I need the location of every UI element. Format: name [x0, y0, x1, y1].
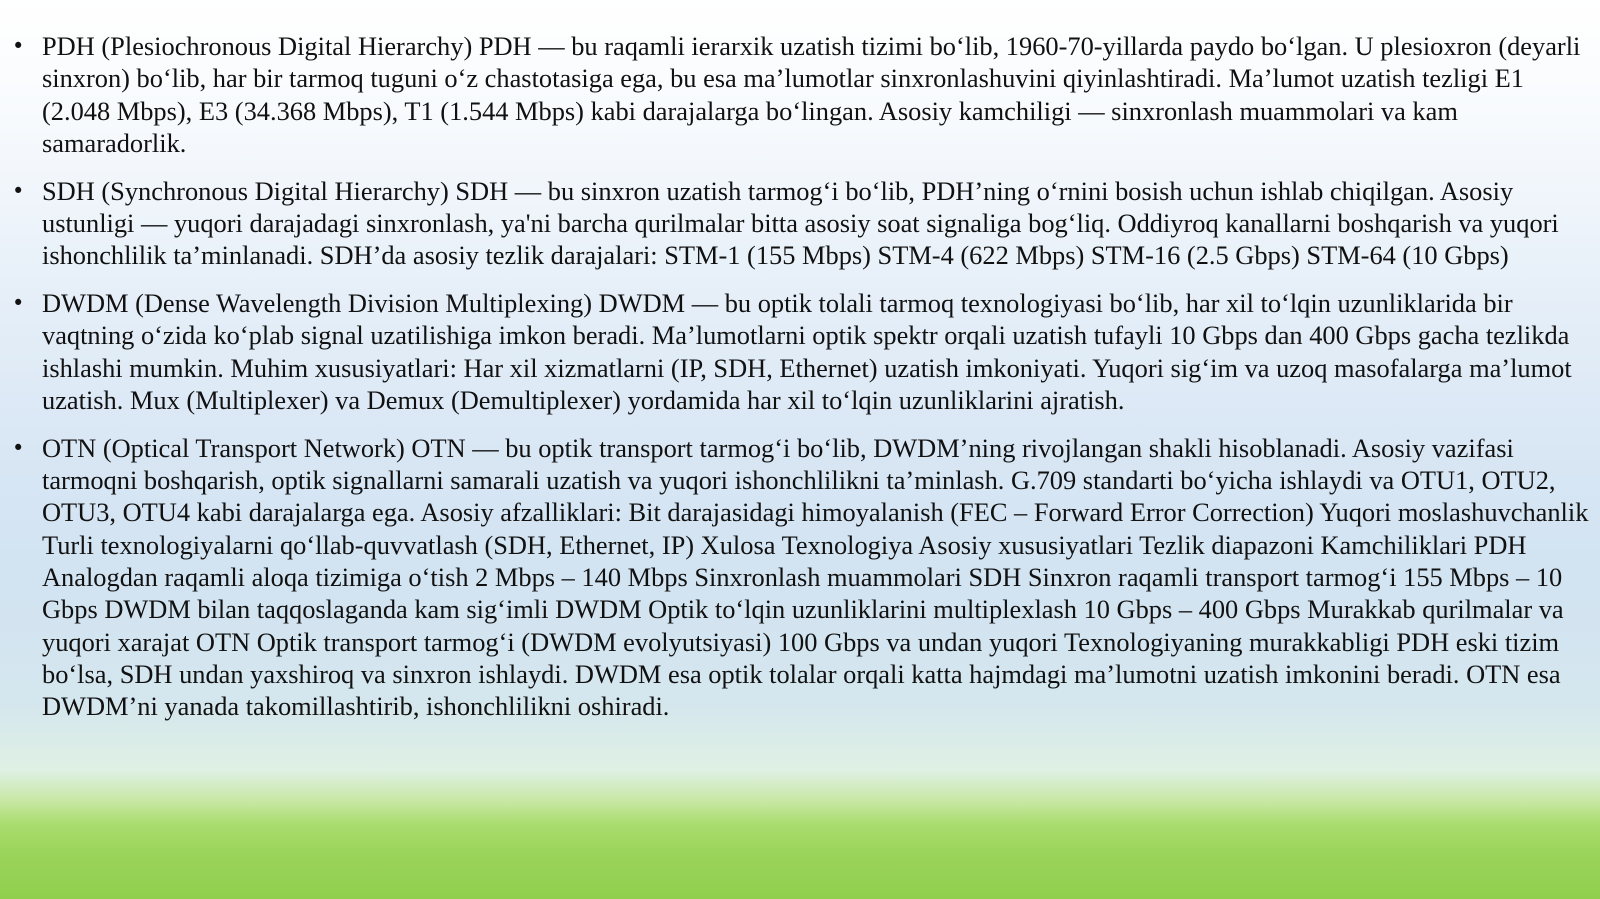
bullet-icon: •: [12, 435, 25, 460]
bullet-icon: •: [12, 34, 25, 58]
bullet-text-sdh: SDH (Synchronous Digital Hierarchy) SDH — bu sinxron uzatish tarmog‘i bo‘lib, PDH’ning o‘rnini bosish uchun ishlab chiqilgan. Asosiy ustunligi — yuqori darajadagi sinxronlash, ya'ni barcha qurilmalar bitta asosiy soat signaliga bog‘liq. Oddiyroq kanallarni boshqarish va yuqori ishonchlilik ta’minlanadi. SDH’da asosiy tezlik darajalari: STM-1 (155 Mbps) STM-4 (622 Mbps) STM-16 (2.5 Gbps) STM-64 (10 Gbps): [42, 175, 1559, 271]
bullet-item-pdh: [12, 30, 1592, 159]
bullet-item-otn: [12, 432, 1592, 723]
bullet-icon: •: [12, 291, 25, 316]
bullet-text-otn: OTN (Optical Transport Network) OTN — bu optik transport tarmog‘i bo‘lib, DWDM’ning rivojlangan shakli hisoblanadi. Asosiy vazifasi tarmoqni boshqarish, optik signallarni samarali uzatish va yuqori ishonchlilikni ta’minlash. G.709 standarti bo‘yicha ishlaydi va OTU1, OTU2, OTU3, OTU4 kabi darajalarga ega. Asosiy afzalliklari: Bit darajasidagi himoyalanish (FEC – Forward Error Correction) Yuqori moslashuvchanlik Turli texnologiyalarni qo‘llab-quvvatlash (SDH, Ethernet, IP) Xulosa Texnologiya Asosiy xususiyatlari Tezlik diapazoni Kamchiliklari PDH Analogdan raqamli aloqa tizimiga o‘tish 2 Mbps – 140 Mbps Sinxronlash muammolari SDH Sinxron raqamli transport tarmog‘i 155 Mbps – 10 Gbps DWDM bilan taqqoslaganda kam sig‘imli DWDM Optik to‘lqin uzunliklarini multiplexlash 10 Gbps – 400 Gbps Murakkab qurilmalar va yuqori xarajat OTN Optik transport tarmog‘i (DWDM evolyutsiyasi) 100 Gbps va undan yuqori Texnologiyaning murakkabligi PDH eski tizim bo‘lsa, SDH undan yaxshiroq va sinxron ishlaydi. DWDM esa optik tolalar orqali katta hajmdagi ma’lumotni uzatish imkonini beradi. OTN esa DWDM’ni yanada takomillashtirib, ishonchlilikni oshiradi.: [42, 432, 1589, 722]
bullet-text-pdh: PDH (Plesiochronous Digital Hierarchy) PDH — bu raqamli ierarxik uzatish tizimi bo‘lib, 1960-70-yillarda paydo bo‘lgan. U plesioxron (deyarli sinxron) bo‘lib, har bir tarmoq tuguni o‘z chastotasiga ega, bu esa ma’lumotlar sinxronlashuvini qiyinlashtiradi. Ma’lumot uzatish tezligi E1 (2.048 Mbps), E3 (34.368 Mbps), T1 (1.544 Mbps) kabi darajalarga bo‘lingan. Asosiy kamchiligi — sinxronlash muammolari va kam samaradorlik.: [42, 31, 1581, 158]
bullet-text-dwdm: DWDM (Dense Wavelength Division Multiplexing) DWDM — bu optik tolali tarmoq texnologiyasi bo‘lib, har xil to‘lqin uzunliklarida bir vaqtning o‘zida ko‘plab signal uzatilishiga imkon beradi. Ma’lumotlarni optik spektr orqali uzatish tufayli 10 Gbps dan 400 Gbps gacha tezlikda ishlashi mumkin. Muhim xususiyatlari: Har xil xizmatlarni (IP, SDH, Ethernet) uzatish imkoniyati. Yuqori sig‘im va uzoq masofalarga ma’lumot uzatish. Mux (Multiplexer) va Demux (Demultiplexer) yordamida har xil to‘lqin uzunliklarini ajratish.: [42, 288, 1572, 415]
bullet-item-sdh: [12, 175, 1592, 272]
bullet-list: [12, 30, 1592, 738]
bullet-icon: •: [12, 178, 25, 203]
bullet-item-dwdm: [12, 287, 1592, 416]
